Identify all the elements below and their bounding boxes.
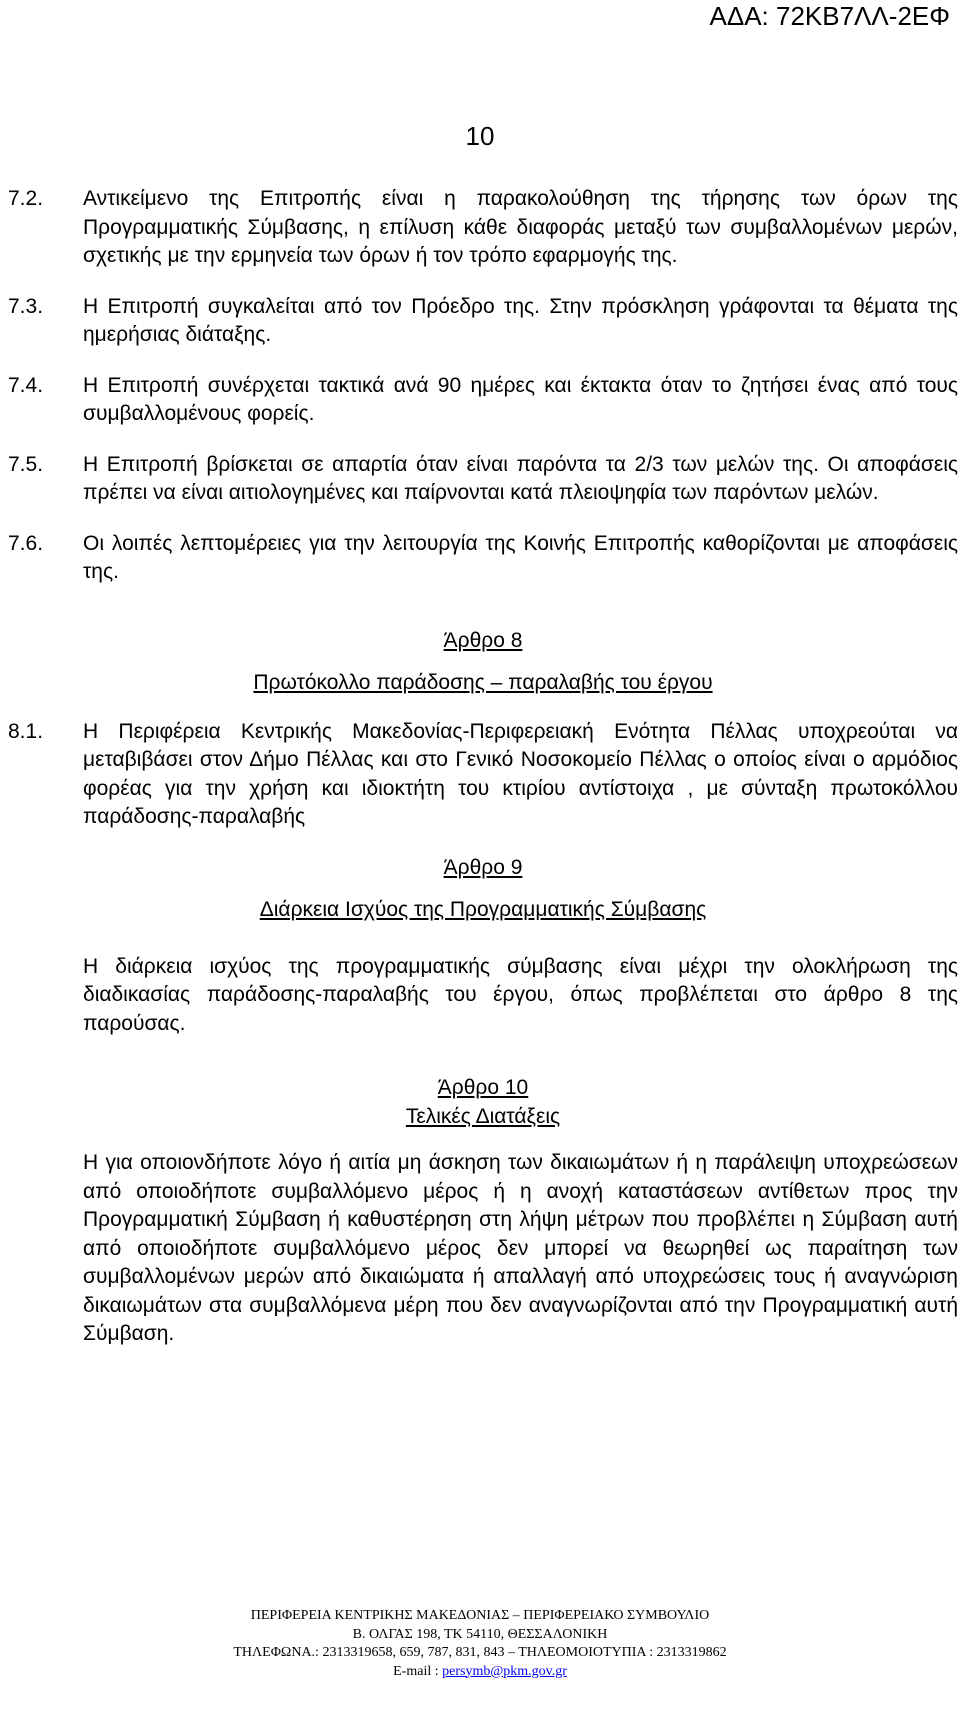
email-link[interactable]: persymb@pkm.gov.gr: [442, 1663, 567, 1679]
article-8-title: Πρωτόκολλο παράδοσης – παραλαβής του έργου: [253, 671, 713, 694]
clause-number: 7.4.: [8, 373, 44, 397]
footer: [0, 1607, 960, 1681]
clause-7-4: [8, 372, 958, 429]
article-9-title: Διάρκεια Ισχύος της Προγραμματικής Σύμβασης: [259, 898, 707, 921]
clause-text: Αντικείμενο της Επιτροπής είναι η παρακολούθηση της τήρησης των όρων της Προγραμματικής Σύμβασης, η επίλυση κάθε διαφοράς μεταξύ των συμβαλλομένων μερών, σχετικής με την ερμηνεία των όρων ή τον τρόπο εφαρμογής της.: [83, 187, 958, 267]
clause-7-5: [8, 451, 958, 508]
article-8-heading: Άρθρο 8: [443, 628, 523, 652]
ada-identifier: ΑΔΑ: 72ΚΒ7ΛΛ-2ΕΦ: [709, 1, 950, 31]
clause-8-1: [8, 718, 958, 832]
footer-line-address: Β. ΟΛΓΑΣ 198, ΤΚ 54110, ΘΕΣΣΑΛΟΝΙΚΗ: [352, 1626, 608, 1642]
footer-line-phones: ΤΗΛΕΦΩΝΑ.: 2313319658, 659, 787, 831, 843 – ΤΗΛΕΟΜΟΙΟΤΥΠΙΑ : 2313319862: [233, 1645, 727, 1660]
clause-7-2: [8, 185, 958, 271]
article-10-text: Η για οποιονδήποτε λόγο ή αιτία μη άσκηση των δικαιωμάτων ή η παράλειψη υποχρεώσεων από οποιοδήποτε συμβαλλόμενο μέρος ή η ανοχή καταστάσεων αντίθετων προς την Προγραμματική Σύμβαση ή καθυστέρηση στη λήψη μέτρων που προβλέπει η Σύμβαση αυτή από οποιοδήποτε συμβαλλόμενο μέρος δεν μπορεί να θεωρηθεί ως παραίτηση των συμβαλλομένων μερών από δικαιώματα ή απαλλαγή από υποχρεώσεις τους ή αναγνώριση δικαιωμάτων στα συμβαλλόμενα μέρη που δεν αναγνωρίζονται από την Προγραμματική αυτή Σύμβαση.: [83, 1151, 958, 1345]
clause-number: 7.6.: [8, 531, 44, 555]
email-label: E-mail :: [393, 1663, 443, 1679]
footer-line-email: [0, 1663, 960, 1682]
clause-7-6: [8, 530, 958, 587]
page-number: 10: [465, 121, 495, 151]
clause-text: Οι λοιπές λεπτομέρειες για την λειτουργία της Κοινής Επιτροπής καθορίζονται με αποφάσεις της.: [83, 531, 958, 583]
article-10-heading: Άρθρο 10: [437, 1076, 529, 1099]
article-9-heading: Άρθρο 9: [443, 855, 523, 879]
clause-text: Η Επιτροπή συνέρχεται τακτικά ανά 90 ημέρες και έκτακτα όταν το ζητήσει ένας από τους συμβαλλομένους φορείς.: [83, 373, 958, 425]
clause-text: Η Περιφέρεια Κεντρικής Μακεδονίας-Περιφερειακή Ενότητα Πέλλας υποχρεούται να μεταβιβάσει στον Δήμο Πέλλας και στο Γενικό Νοσοκομείο Πέλλας ο οποίος είναι ο αρμόδιος φορέας για την χρήση και ιδιοκτήτη του κτιρίου αντίστοιχα , με σύνταξη πρωτοκόλλου παράδοσης-παραλαβής: [83, 719, 958, 828]
clause-text: Η Επιτροπή βρίσκεται σε απαρτία όταν είναι παρόντα τα 2/3 των μελών της. Οι αποφάσεις πρέπει να είναι αιτιολογημένες και παίρνονται κατά πλειοψηφία των παρόντων μελών.: [83, 452, 958, 504]
article-10-title: Τελικές Διατάξεις: [405, 1104, 561, 1128]
clause-number: 7.2.: [8, 187, 44, 210]
clause-number: 7.3.: [8, 294, 44, 318]
article-9-text: Η διάρκεια ισχύος της προγραμματικής σύμβασης είναι μέχρι την ολοκλήρωση της διαδικασίας παράδοσης-παραλαβής του έργου, όπως προβλέπεται στο άρθρο 8 της παρούσας.: [83, 954, 958, 1035]
document-body: [8, 185, 958, 1349]
clause-number: 8.1.: [8, 719, 44, 743]
clause-number: 7.5.: [8, 452, 44, 476]
clause-text: Η Επιτροπή συγκαλείται από τον Πρόεδρο της. Στην πρόσκληση γράφονται τα θέματα της ημερήσιας διάταξης.: [83, 294, 958, 346]
footer-line-organization: ΠΕΡΙΦΕΡΕΙΑ ΚΕΝΤΡΙΚΗΣ ΜΑΚΕΔΟΝΙΑΣ – ΠΕΡΙΦΕΡΕΙΑΚΟ ΣΥΜΒΟΥΛΙΟ: [250, 1608, 710, 1623]
clause-7-3: [8, 293, 958, 350]
